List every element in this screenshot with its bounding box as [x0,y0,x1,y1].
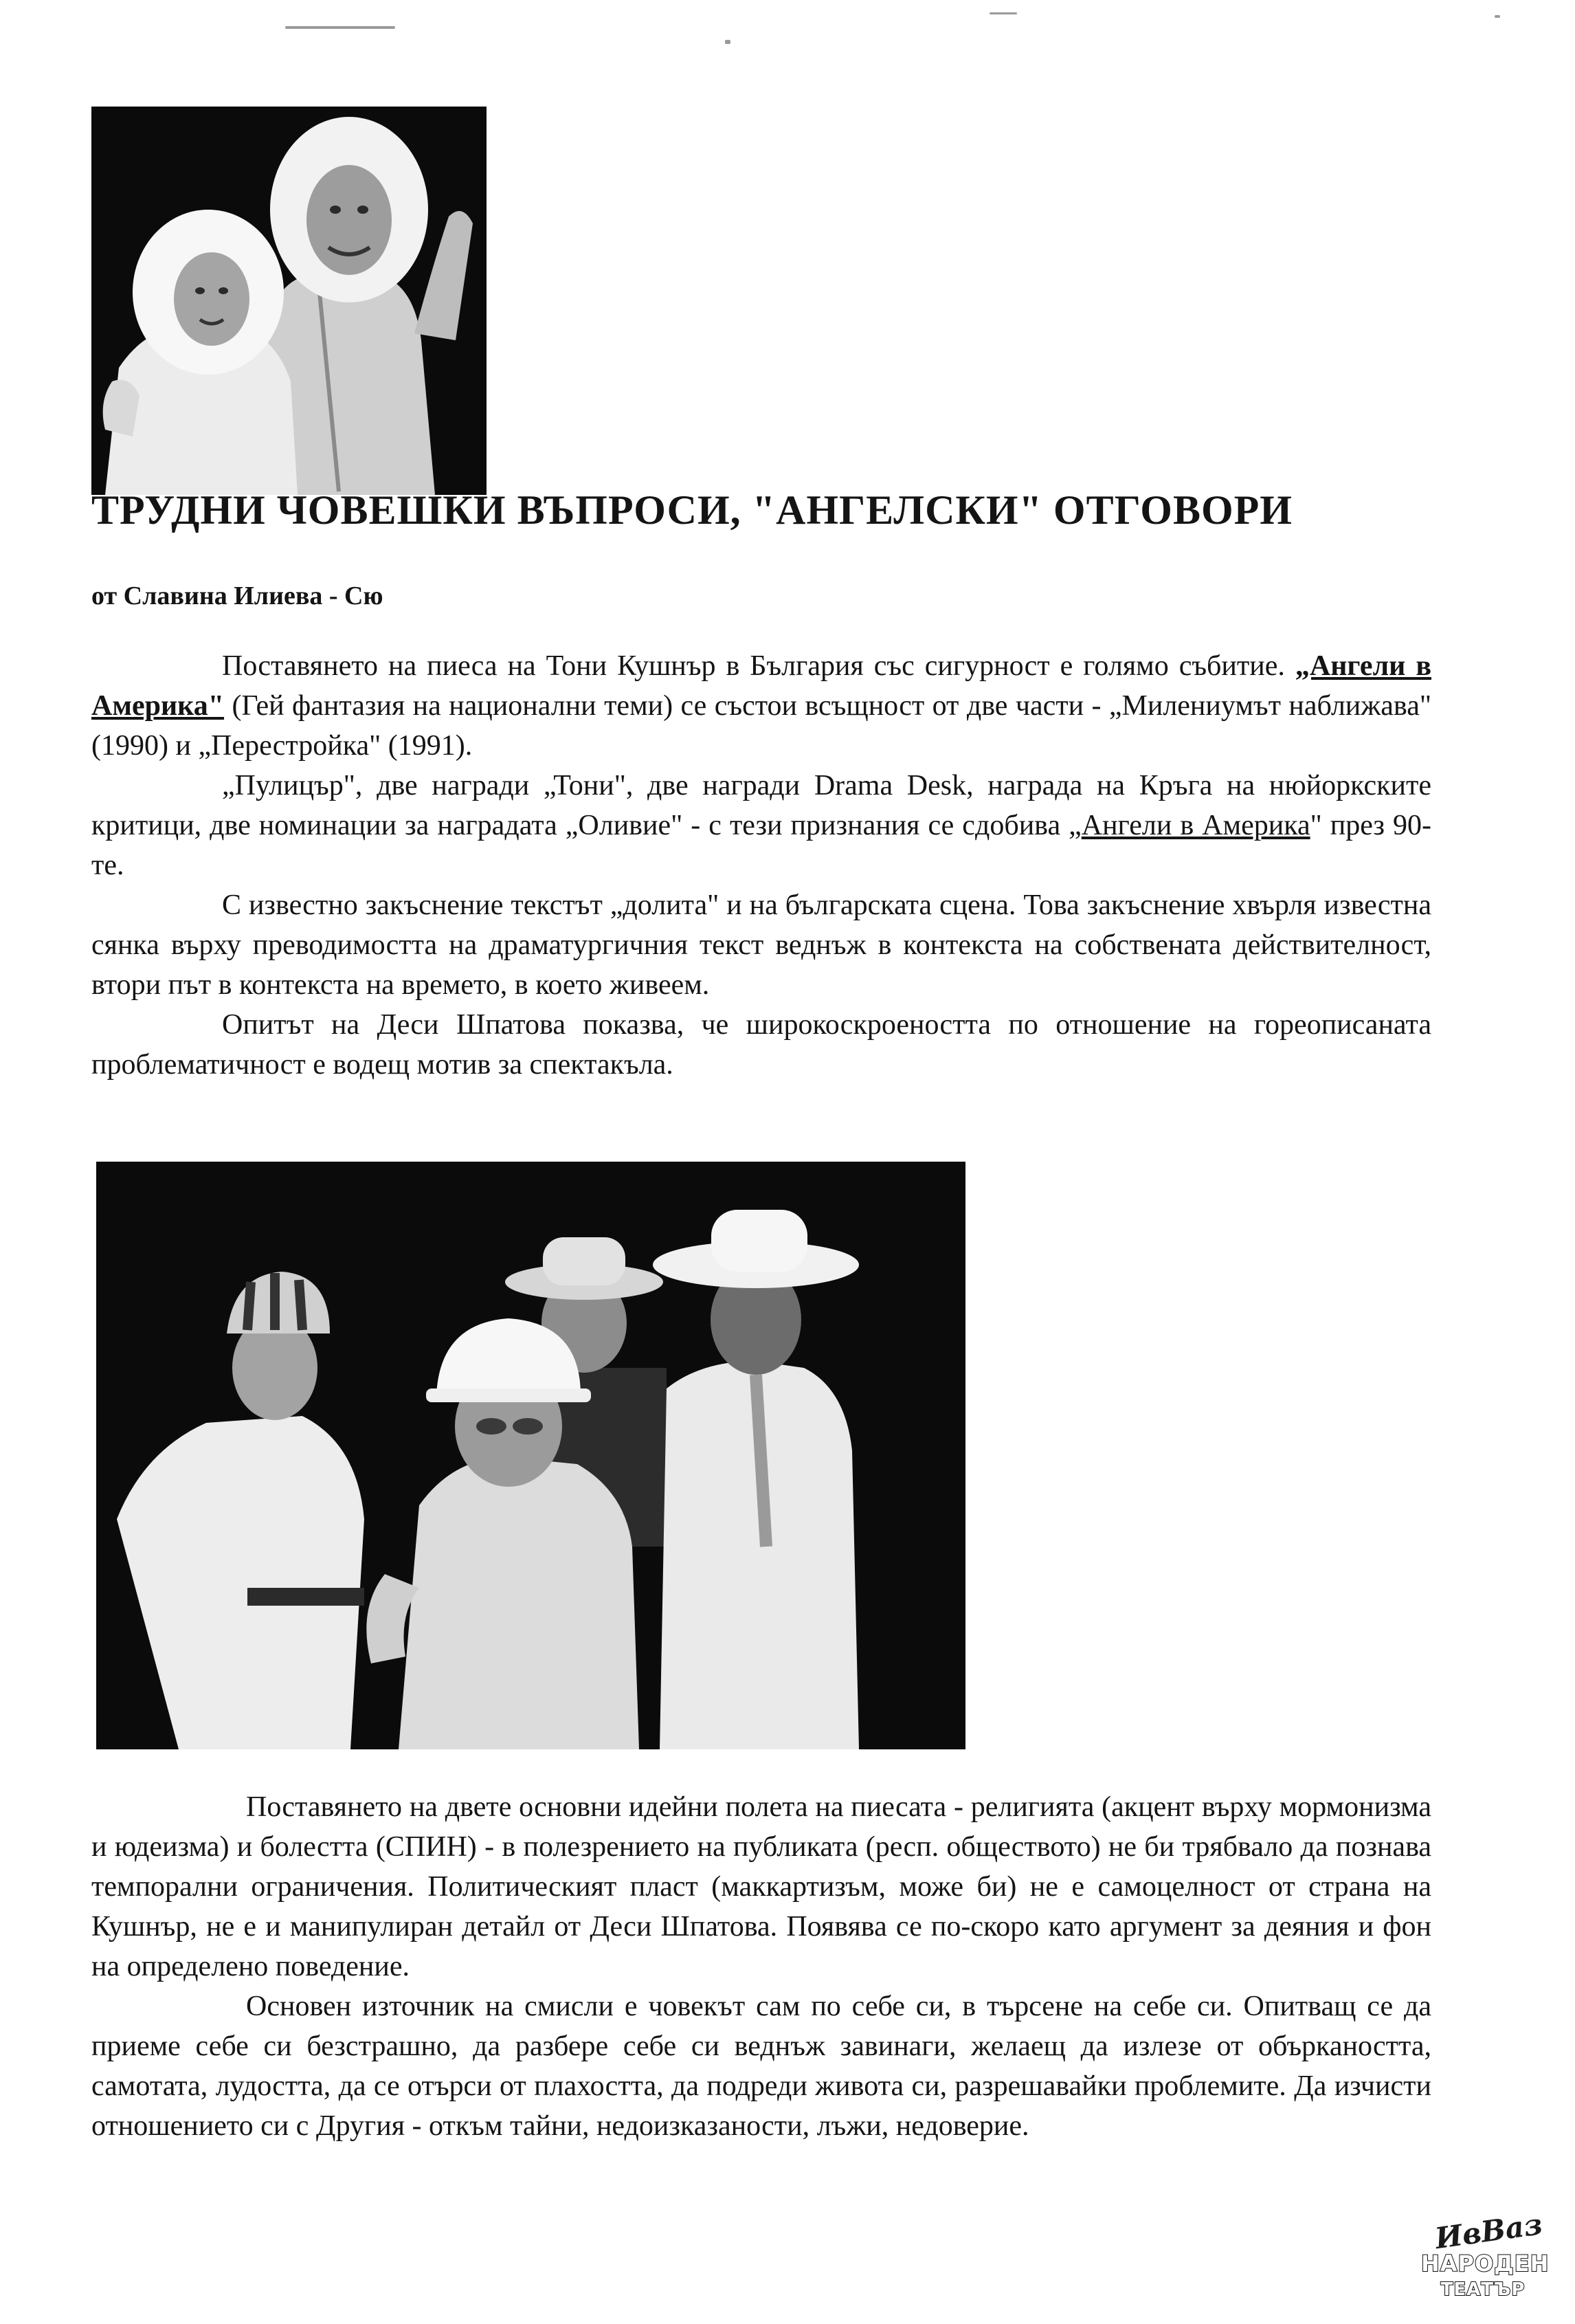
paragraph-text: Поставянето на пиеса на Тони Кушнър в България със сигурност е голямо събитие. [222,650,1295,682]
paragraph [91,646,1431,766]
logo-script: ИвВаз [1433,2206,1545,2256]
cast-photo [96,1162,965,1749]
paragraph: Опитът на Деси Шпатова показва, че широкоскроеността по отношение на гореописаната проблематичност е водещ мотив за спектакъла. [91,1009,1431,1081]
article-title: ТРУДНИ ЧОВЕШКИ ВЪПРОСИ, "АНГЕЛСКИ" ОТГОВОРИ [91,487,1293,533]
article-body-part-1 [91,646,1431,1085]
paragraph: Основен източник на смисли е човекът сам по себе си, в търсене на себе си. Опитващ се да приеме себе си безстрашно, да разбере себе си веднъж завинаги, желаещ да излезе от объркаността, самотата, лудостта, да се отърси от плахостта, да подреди живота си, разрешавайки проблемите. Да изчисти отношението си с Другия - откъм тайни, недоизказаности, лъжи, недоверие. [91,1991,1431,2142]
scan-mark [285,26,395,29]
paragraph-text: (Гей фантазия на национални теми) се състои всъщност от две части - „Милениумът наближава" (1990) и „Перестройка" (1991). [91,690,1431,762]
article-body-part-2 [91,1787,1431,2146]
paragraph-text: „Пулицър", две награди „Тони", две награди Drama Desk, награда на Кръга на нюйоркските критици, две номинации за наградата „Оливие" - с тези признания се сдобива „ [91,770,1431,841]
article-byline: от Славина Илиева - Сю [91,582,383,610]
scan-mark [725,40,730,44]
scan-mark [990,12,1017,14]
paragraph-text: " през 90-те. [91,810,1432,881]
paragraph [91,766,1431,885]
paragraph: С известно закъснение текстът „долита" и на българската сцена. Това закъснение хвърля известна сянка върху преводимостта на драматургичния текст веднъж в контекста на собствената действителност, втори път в контекста на времето, в което живеем. [91,889,1431,1001]
play-title: „Ангели в Америка" [91,650,1431,722]
top-photo [91,107,487,495]
national-theatre-logo [1421,2206,1550,2311]
logo-line-1: НАРОДЕН [1421,2250,1550,2277]
logo-line-2: ТЕАТЪР [1440,2279,1526,2300]
scan-mark [1495,15,1500,18]
play-title: Ангели в Америка [1081,810,1310,841]
paragraph: Поставянето на двете основни идейни полета на пиесата - религията (акцент върху мормонизма и юдеизма) и болестта (СПИН) - в полезрението на публиката (респ. обществото) не би трябвало да познава темпорални ограничения. Политическият пласт (маккартизъм, може би) не е самоцелност от страна на Кушнър, не е и манипулиран детайл от Деси Шпатова. Появява се по-скоро като аргумент за деяния и фон на определено поведение. [91,1791,1431,1982]
